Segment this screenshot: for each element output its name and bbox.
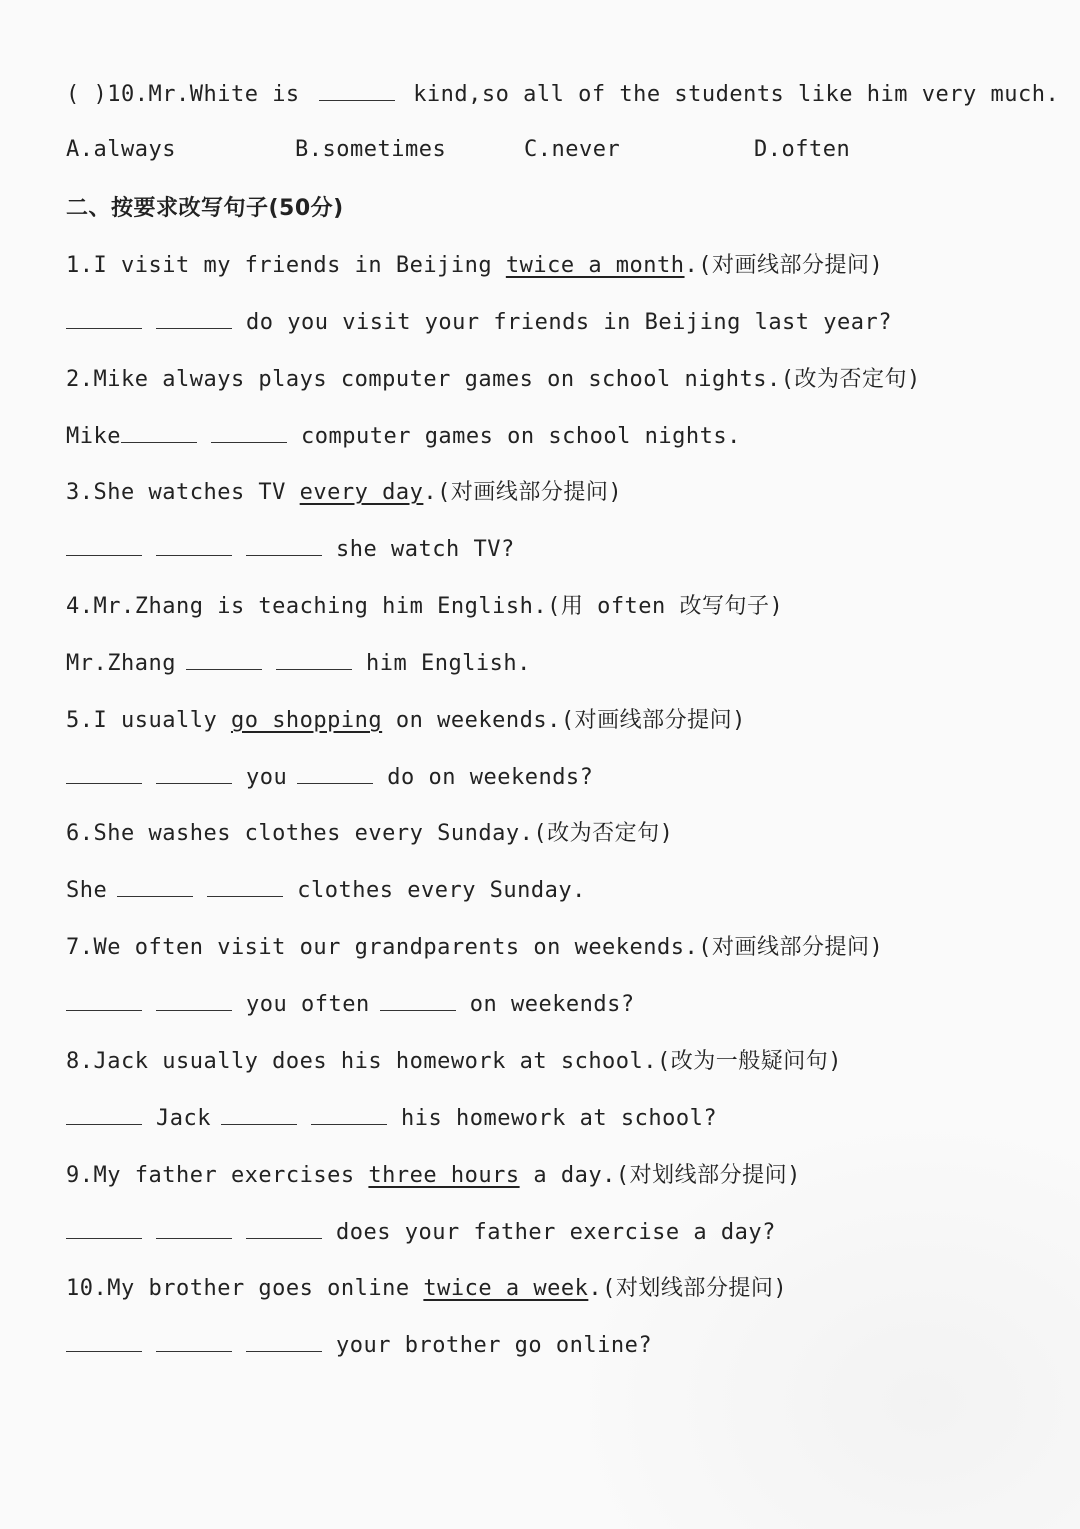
item-3-prompt [66,478,622,508]
blank[interactable] [311,1104,387,1125]
blank[interactable] [156,1331,232,1352]
prompt-instruction: on weekends.(对画线部分提问) [382,708,746,733]
blank[interactable] [246,535,322,556]
answer-text: Mike [66,424,121,449]
answer-text: you [246,765,288,790]
blank[interactable] [66,1331,142,1352]
blank[interactable] [66,308,142,329]
blank[interactable] [276,649,352,670]
blank[interactable] [246,1218,322,1239]
answer-text: your brother go online? [336,1333,653,1358]
item-10-answer [66,1331,652,1361]
underlined-part: every day [299,480,424,505]
blank[interactable] [186,649,262,670]
blank[interactable] [156,535,232,556]
blank[interactable] [297,763,373,784]
answer-text: clothes every Sunday. [297,878,586,903]
item-5-answer [66,763,593,793]
blank[interactable] [207,876,283,897]
prompt-instruction: .(对画线部分提问) [423,480,623,505]
item-1-prompt [66,251,883,281]
item-4-prompt: 4.Mr.Zhang is teaching him English.(用 often 改写句子) [66,594,784,619]
item-8-prompt: 8.Jack usually does his homework at school.(改为一般疑问句) [66,1049,843,1074]
item-2-answer [66,422,741,452]
item-1-answer [66,308,892,338]
answer-text: do you visit your friends in Beijing last year? [246,310,893,335]
prompt-instruction: .(对画线部分提问) [684,253,884,278]
blank[interactable] [221,1104,297,1125]
answer-text: She [66,878,108,903]
blank[interactable] [319,80,395,101]
blank[interactable] [121,422,197,443]
underlined-part: twice a week [423,1276,589,1301]
item-5-prompt [66,706,746,736]
answer-text: Jack [156,1106,211,1131]
blank[interactable] [66,1104,142,1125]
underlined-part: three hours [368,1163,520,1188]
blank[interactable] [156,308,232,329]
blank[interactable] [156,990,232,1011]
item-10-prompt [66,1274,787,1304]
blank[interactable] [380,990,456,1011]
underlined-part: go shopping [230,708,383,733]
answer-text: Mr.Zhang [66,651,176,676]
blank[interactable] [156,763,232,784]
q10-text-after: kind,so all of the students like him very much. [413,82,1060,107]
blank[interactable] [246,1331,322,1352]
option-c[interactable]: C.never [524,137,621,162]
prompt-text: 9.My father exercises [66,1163,369,1188]
blank[interactable] [66,1218,142,1239]
prompt-instruction: a day.(对划线部分提问) [519,1163,801,1188]
item-9-prompt [66,1161,801,1191]
answer-text: does your father exercise a day? [336,1220,776,1245]
answer-paren[interactable]: ( ) [66,82,108,107]
prompt-text: 3.She watches TV [66,480,300,505]
option-b[interactable]: B.sometimes [295,137,447,162]
blank[interactable] [66,535,142,556]
section-heading: 二、按要求改写句子(50分) [66,196,344,221]
item-7-answer [66,990,635,1020]
answer-text: computer games on school nights. [300,424,741,449]
answer-text: on weekends? [469,992,635,1017]
answer-text: him English. [365,651,531,676]
prompt-text: 5.I usually [66,708,231,733]
option-d[interactable]: D.often [754,137,851,162]
blank[interactable] [156,1218,232,1239]
item-4-answer [66,649,531,679]
question-10-mc [66,80,1059,110]
item-6-prompt: 6.She washes clothes every Sunday.(改为否定句) [66,821,674,846]
item-7-prompt: 7.We often visit our grandparents on weekends.(对画线部分提问) [66,935,884,960]
option-a[interactable]: A.always [66,137,176,162]
blank[interactable] [211,422,287,443]
prompt-text: 1.I visit my friends in Beijing [66,253,506,278]
q10-options [66,137,966,167]
item-9-answer [66,1218,776,1248]
answer-text: do on weekends? [387,765,594,790]
underlined-part: twice a month [505,253,685,278]
item-8-answer [66,1104,717,1134]
prompt-instruction: .(对划线部分提问) [588,1276,788,1301]
blank[interactable] [66,763,142,784]
item-2-prompt: 2.Mike always plays computer games on school nights.(改为否定句) [66,367,921,392]
prompt-text: 10.My brother goes online [66,1276,424,1301]
answer-text: she watch TV? [336,537,515,562]
answer-text: his homework at school? [400,1106,718,1131]
blank[interactable] [117,876,193,897]
item-3-answer [66,535,515,565]
answer-text: you often [246,992,370,1017]
q10-text-before: 10.Mr.White is [107,82,300,107]
blank[interactable] [66,990,142,1011]
item-6-answer [66,876,586,906]
